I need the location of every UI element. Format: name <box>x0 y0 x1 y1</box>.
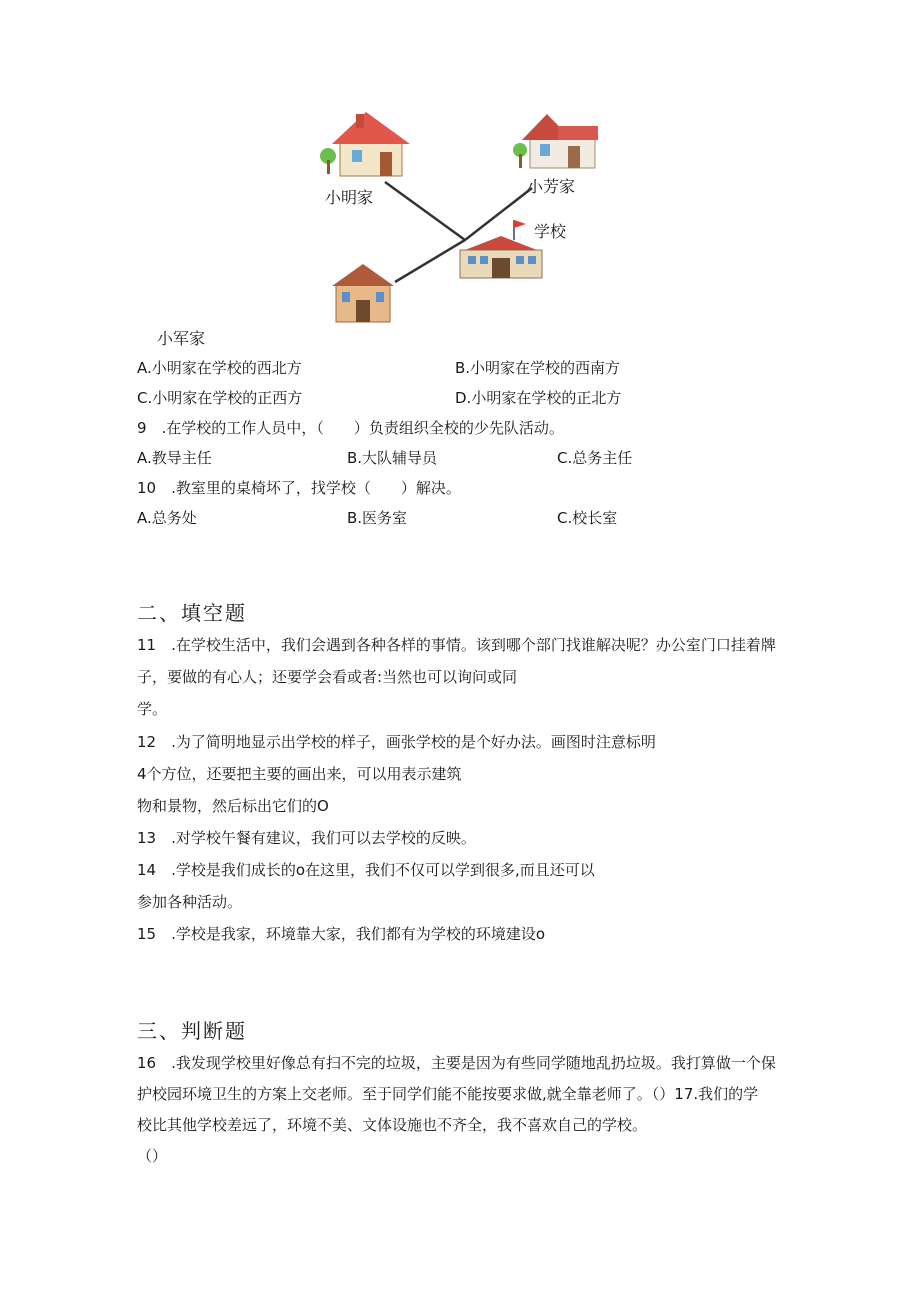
q9-option-a: A.教导主任 <box>137 449 212 467</box>
q10-option-a: A.总务处 <box>137 509 197 527</box>
q14-line-1: 14 .学校是我们成长的o在这里，我们不仅可以学到很多,而且还可以 <box>137 861 595 879</box>
q8-option-a: A.小明家在学校的西北方 <box>137 359 302 377</box>
label-xiaofang-home: 小芳家 <box>527 177 576 196</box>
section-fill-in-title: 二、填空题 <box>137 601 247 625</box>
q8-option-c: C.小明家在学校的正西方 <box>137 389 303 407</box>
road-xiaoming <box>385 182 465 240</box>
q16-line-1: 16 .我发现学校里好像总有扫不完的垃圾，主要是因为有些同学随地乱扔垃圾。我打算做一个保 <box>137 1054 776 1072</box>
q12-line-1: 12 .为了简明地显示出学校的样子，画张学校的是个好办法。画图时注意标明 <box>137 733 656 751</box>
xiaoming-house-icon <box>320 112 410 176</box>
label-school: 学校 <box>534 222 567 241</box>
q11-line-1: 11 .在学校生活中，我们会遇到各种各样的事情。该到哪个部门找谁解决呢？办公室门口挂着牌 <box>137 636 776 654</box>
q12-line-2: 4个方位，还要把主要的画出来，可以用表示建筑 <box>137 765 462 783</box>
xiaojun-house-icon <box>332 264 394 322</box>
school-map-illustration <box>300 100 620 330</box>
xiaofang-house-icon <box>513 114 598 168</box>
q9-option-b: B.大队辅导员 <box>347 449 438 467</box>
label-xiaojun-home: 小军家 <box>157 329 206 348</box>
q10-option-b: B.医务室 <box>347 509 408 527</box>
q8-option-b: B.小明家在学校的西南方 <box>455 359 621 377</box>
q14-line-2: 参加各种活动。 <box>137 893 243 911</box>
q16-line-2: 护校园环境卫生的方案上交老师。至于同学们能不能按要求做,就全靠老师了。（）17.我们的学 <box>137 1085 759 1103</box>
q10-option-c: C.校长室 <box>557 509 618 527</box>
road-xiaofang <box>465 188 532 240</box>
q8-option-d: D.小明家在学校的正北方 <box>455 389 622 407</box>
q9-option-c: C.总务主任 <box>557 449 633 467</box>
q17-line: 校比其他学校差远了，环境不美、文体设施也不齐全，我不喜欢自己的学校。 <box>137 1116 648 1134</box>
q11-line-2: 子，要做的有心人；还要学会看或者:当然也可以询问或同 <box>137 668 518 686</box>
q17-answer-paren: （） <box>137 1147 168 1165</box>
q15-text: 15 .学校是我家，环境靠大家，我们都有为学校的环境建设o <box>137 925 546 943</box>
q13-text: 13 .对学校午餐有建议，我们可以去学校的反映。 <box>137 829 476 847</box>
section-judgment-title: 三、判断题 <box>137 1019 247 1043</box>
road-xiaojun <box>395 240 465 282</box>
label-xiaoming-home: 小明家 <box>325 188 374 207</box>
school-building-icon <box>460 220 542 278</box>
q10-text: 10 .教室里的桌椅坏了，找学校（ ）解决。 <box>137 479 461 497</box>
q11-line-3: 学。 <box>137 700 168 718</box>
q12-line-3: 物和景物，然后标出它们的O <box>137 797 329 815</box>
q9-text: 9 .在学校的工作人员中，（ ）负责组织全校的少先队活动。 <box>137 419 564 437</box>
